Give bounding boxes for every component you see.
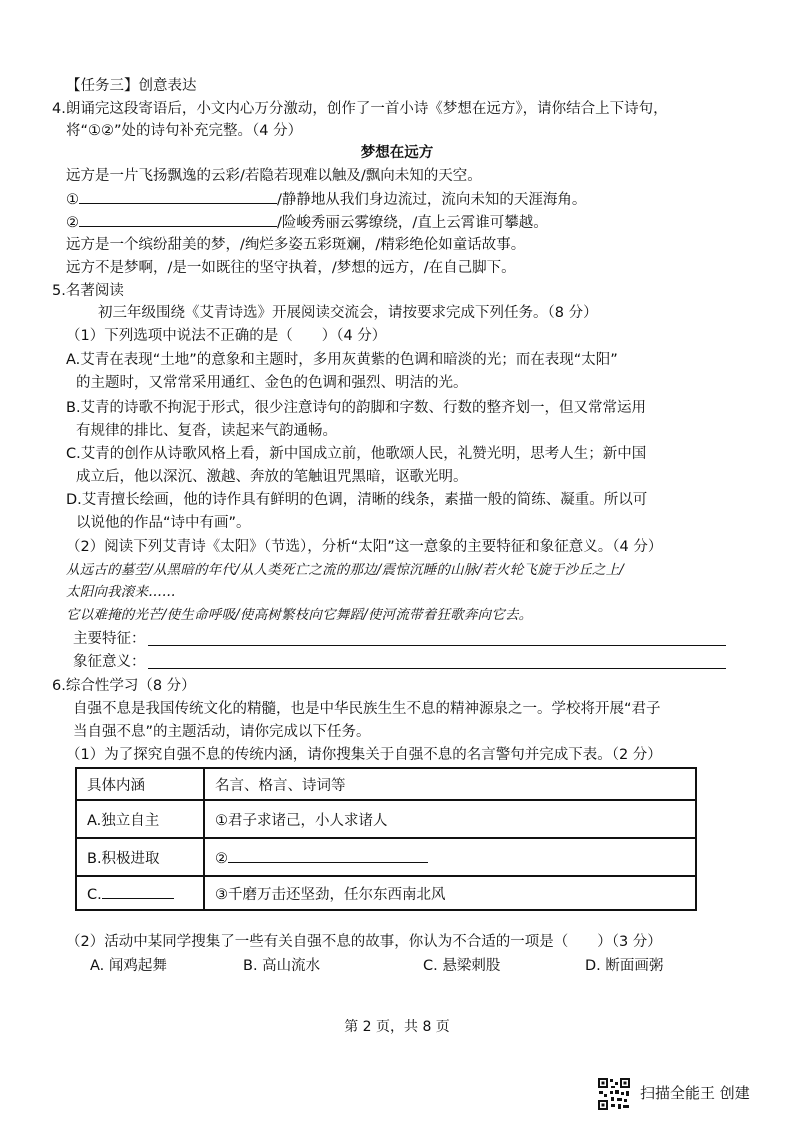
table-header-quotes: 名言、格言、诗词等 bbox=[204, 768, 696, 800]
table-row bbox=[76, 800, 696, 838]
question-4-line-2: 将“①②”处的诗句补充完整。（4 分） bbox=[66, 123, 303, 139]
meaning-c-label: C. bbox=[87, 886, 102, 903]
table-cell-quote-1: ①君子求诸己，小人求诸人 bbox=[204, 800, 696, 838]
quote-2-number: ② bbox=[215, 850, 228, 867]
poem-line-4: 远方是一个缤纷甜美的梦，/绚烂多姿五彩斑斓，/精彩绝伦如童话故事。 bbox=[66, 237, 526, 253]
question-6-intro-line-1: 自强不息是我国传统文化的精髓，也是中华民族生生不息的精神源泉之一。学校将开展“君子 bbox=[73, 701, 661, 717]
table-header-row bbox=[76, 768, 696, 800]
story-option-b: B. 高山流水 bbox=[243, 958, 321, 974]
option-a-line-2: 的主题时，又常常采用通红、金色的色调和强烈、明洁的光。 bbox=[76, 375, 468, 391]
poem-line-1: 远方是一片飞扬飘逸的云彩/若隐若现难以触及/飘向未知的天空。 bbox=[66, 168, 482, 184]
blank-1-rest: /静静地从我们身边流过，流向未知的天涯海角。 bbox=[277, 192, 587, 208]
feature-label: 主要特征： bbox=[73, 631, 146, 647]
option-b-line-2: 有规律的排比、复沓，读起来气韵通畅。 bbox=[76, 423, 337, 439]
poem-blank-1 bbox=[66, 189, 586, 210]
blank-1-number: ① bbox=[66, 192, 79, 208]
feature-answer-line[interactable] bbox=[148, 645, 726, 646]
blank-2-answer-line[interactable] bbox=[79, 212, 277, 227]
meaning-c-answer-line[interactable] bbox=[102, 884, 174, 899]
poem-excerpt-line-3: 它以难掩的光芒/使生命呼吸/使高树繁枝向它舞蹈/使河流带着狂歌奔向它去。 bbox=[66, 607, 533, 623]
option-d-line-1: D.艾青擅长绘画，他的诗作具有鲜明的色调，清晰的线条，素描一般的简练、凝重。所以可 bbox=[66, 492, 648, 508]
page-number: 第 2 页，共 8 页 bbox=[344, 1019, 450, 1035]
table-row bbox=[76, 876, 696, 910]
meaning-answer-line[interactable] bbox=[148, 668, 726, 669]
table-cell-quote-2 bbox=[204, 838, 696, 876]
blank-1-answer-line[interactable] bbox=[79, 189, 277, 204]
poem-excerpt-line-2: 太阳向我滚来…… bbox=[66, 584, 176, 600]
scanner-brand-label: 扫描全能王 创建 bbox=[640, 1084, 750, 1102]
story-option-c: C. 悬梁刺股 bbox=[423, 958, 501, 974]
option-c-line-2: 成立后，他以深沉、激越、奔放的笔触诅咒黑暗，讴歌光明。 bbox=[76, 469, 468, 485]
story-option-a: A. 闻鸡起舞 bbox=[90, 958, 167, 974]
blank-2-rest: /险峻秀丽云雾缭绕，/直上云霄谁可攀越。 bbox=[277, 215, 548, 231]
task-heading: 【任务三】创意表达 bbox=[66, 78, 197, 94]
meaning-label: 象征意义： bbox=[73, 654, 146, 670]
table-cell-meaning-a: A.独立自主 bbox=[76, 800, 204, 838]
poem-excerpt-line-1: 从远古的墓茔/从黑暗的年代/从人类死亡之流的那边/震惊沉睡的山脉/若火轮飞旋于沙丘之上/ bbox=[66, 562, 625, 578]
question-6-intro-line-2: 当自强不息”的主题活动，请你完成以下任务。 bbox=[73, 724, 371, 740]
poem-title: 梦想在远方 bbox=[360, 145, 434, 161]
question-5-heading: 5.名著阅读 bbox=[52, 283, 124, 299]
table-cell-meaning-c bbox=[76, 876, 204, 910]
table-cell-quote-3: ③千磨万击还坚劲，任尔东西南北风 bbox=[204, 876, 696, 910]
question-4-line-1: 4.朗诵完这段寄语后，小文内心万分激动，创作了一首小诗《梦想在远方》，请你结合上下诗句， bbox=[52, 101, 668, 117]
blank-2-number: ② bbox=[66, 215, 79, 231]
question-5-sub-1: （1）下列选项中说法不正确的是（ ）（4 分） bbox=[66, 328, 387, 344]
option-b-line-1: B.艾青的诗歌不拘泥于形式，很少注意诗句的韵脚和字数、行数的整齐划一，但又常常运用 bbox=[66, 400, 647, 416]
question-6-heading: 6.综合性学习（8 分） bbox=[52, 678, 196, 694]
qr-code-icon bbox=[597, 1077, 631, 1111]
question-6-sub-2: （2）活动中某同学搜集了一些有关自强不息的故事，你认为不合适的一项是（ ）（3 分） bbox=[66, 934, 662, 950]
table-cell-meaning-b: B.积极进取 bbox=[76, 838, 204, 876]
quote-2-answer-line[interactable] bbox=[228, 848, 428, 863]
poem-blank-2 bbox=[66, 212, 548, 233]
table-row bbox=[76, 838, 696, 876]
quotes-table bbox=[75, 767, 697, 911]
table-header-meaning: 具体内涵 bbox=[76, 768, 204, 800]
poem-line-5: 远方不是梦啊，/是一如既往的坚守执着，/梦想的远方，/在自己脚下。 bbox=[66, 260, 516, 276]
question-5-intro: 初三年级围绕《艾青诗选》开展阅读交流会，请按要求完成下列任务。（8 分） bbox=[98, 305, 598, 321]
question-6-sub-1: （1）为了探究自强不息的传统内涵，请你搜集关于自强不息的名言警句并完成下表。（2 分） bbox=[66, 747, 662, 763]
option-d-line-2: 以说他的作品“诗中有画”。 bbox=[76, 515, 251, 531]
question-5-sub-2: （2）阅读下列艾青诗《太阳》（节选），分析“太阳”这一意象的主要特征和象征意义。（4 分） bbox=[66, 539, 663, 555]
option-c-line-1: C.艾青的创作从诗歌风格上看，新中国成立前，他歌颂人民，礼赞光明，思考人生；新中国 bbox=[66, 446, 647, 462]
option-a-line-1: A.艾青在表现“土地”的意象和主题时，多用灰黄紫的色调和暗淡的光；而在表现“太阳” bbox=[66, 352, 618, 368]
story-option-d: D. 断面画粥 bbox=[585, 958, 664, 974]
